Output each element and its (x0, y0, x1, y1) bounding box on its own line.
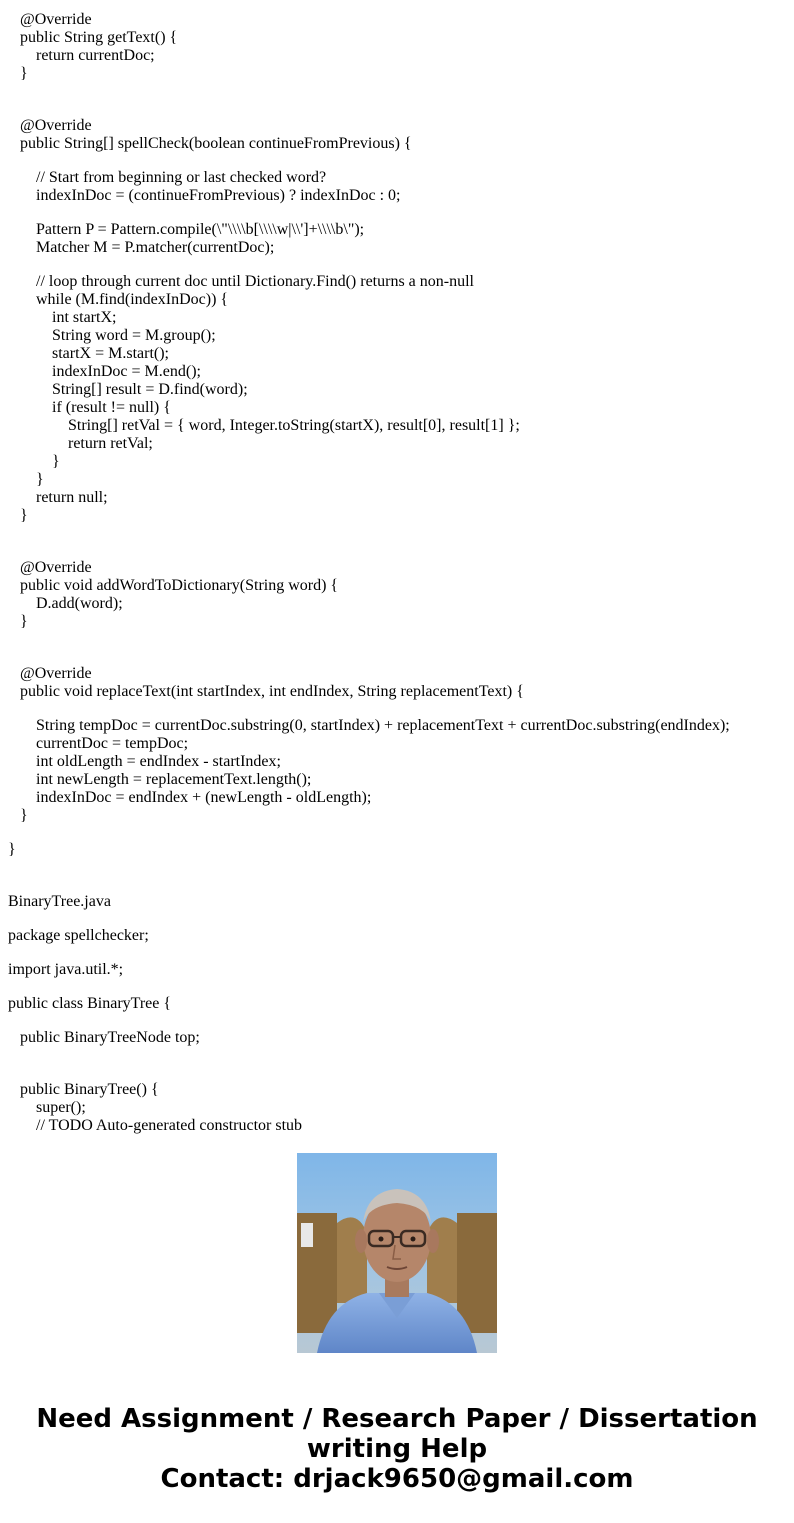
blank-line (8, 1013, 788, 1029)
code-line: public BinaryTreeNode top; (8, 1029, 200, 1046)
code-line: } (8, 65, 28, 82)
code-line: // Start from beginning or last checked word? (8, 169, 327, 186)
code-line: public void replaceText(int startIndex, int endIndex, String replacementText) { (8, 683, 524, 700)
code-line: BinaryTree.java (8, 893, 111, 910)
blank-line (8, 945, 788, 961)
code-line: super(); (8, 1099, 86, 1116)
code-line: return null; (8, 489, 108, 506)
code-line: String tempDoc = currentDoc.substring(0, startIndex) + replacementText + currentDoc.substring(endIndex); (8, 717, 730, 734)
code-line: return retVal; (8, 435, 153, 452)
code-line: int newLength = replacementText.length(); (8, 771, 312, 788)
code-line: public String[] spellCheck(boolean continueFromPrevious) { (8, 135, 412, 152)
code-line: public class BinaryTree { (8, 995, 172, 1012)
contact-footer (0, 1404, 794, 1494)
code-line: public void addWordToDictionary(String word) { (8, 577, 339, 594)
code-line: @Override (8, 117, 92, 134)
author-photo (297, 1153, 497, 1353)
code-line: } (8, 507, 28, 524)
blank-line (8, 859, 788, 893)
code-line: import java.util.*; (8, 961, 124, 978)
code-line: Pattern P = Pattern.compile(\"\\\\b[\\\\w|\\']+\\\\b\"); (8, 221, 365, 238)
code-line: indexInDoc = (continueFromPrevious) ? indexInDoc : 0; (8, 187, 401, 204)
code-line: // loop through current doc until Dictionary.Find() returns a non-null (8, 273, 474, 290)
code-line: String word = M.group(); (8, 327, 216, 344)
footer-contact-line: Contact: drjack9650@gmail.com (160, 1464, 634, 1494)
code-line: } (8, 471, 44, 488)
code-line: } (8, 453, 60, 470)
blank-line (8, 83, 788, 117)
blank-line (8, 205, 788, 221)
code-line: } (8, 807, 28, 824)
code-line: @Override (8, 11, 92, 28)
code-line: String[] result = D.find(word); (8, 381, 248, 398)
code-line: package spellchecker; (8, 927, 149, 944)
code-line: public BinaryTree() { (8, 1081, 159, 1098)
avatar-image (297, 1153, 497, 1353)
footer-line-2: writing Help (306, 1434, 488, 1464)
code-line: } (8, 613, 28, 630)
blank-line (8, 979, 788, 995)
code-line: return currentDoc; (8, 47, 155, 64)
code-line: currentDoc = tempDoc; (8, 735, 189, 752)
code-line: indexInDoc = M.end(); (8, 363, 201, 380)
code-line: indexInDoc = endIndex + (newLength - oldLength); (8, 789, 372, 806)
code-line: String[] retVal = { word, Integer.toString(startX), result[0], result[1] }; (8, 417, 520, 434)
code-line: int startX; (8, 309, 117, 326)
blank-line (8, 911, 788, 927)
blank-line (8, 525, 788, 559)
blank-line (8, 1047, 788, 1081)
code-line: @Override (8, 559, 92, 576)
code-listing (8, 11, 788, 1134)
code-line: while (M.find(indexInDoc)) { (8, 291, 229, 308)
code-line: Matcher M = P.matcher(currentDoc); (8, 239, 275, 256)
blank-line (8, 701, 788, 717)
blank-line (8, 257, 788, 273)
code-line: startX = M.start(); (8, 345, 169, 362)
code-line: if (result != null) { (8, 399, 171, 416)
footer-line-1: Need Assignment / Research Paper / Dissertation (36, 1404, 758, 1434)
code-line: public String getText() { (8, 29, 178, 46)
blank-line (8, 153, 788, 169)
code-line: // TODO Auto-generated constructor stub (8, 1117, 303, 1134)
code-line: } (8, 841, 16, 858)
code-line: D.add(word); (8, 595, 123, 612)
code-line: int oldLength = endIndex - startIndex; (8, 753, 281, 770)
blank-line (8, 825, 788, 841)
code-line: @Override (8, 665, 92, 682)
blank-line (8, 631, 788, 665)
